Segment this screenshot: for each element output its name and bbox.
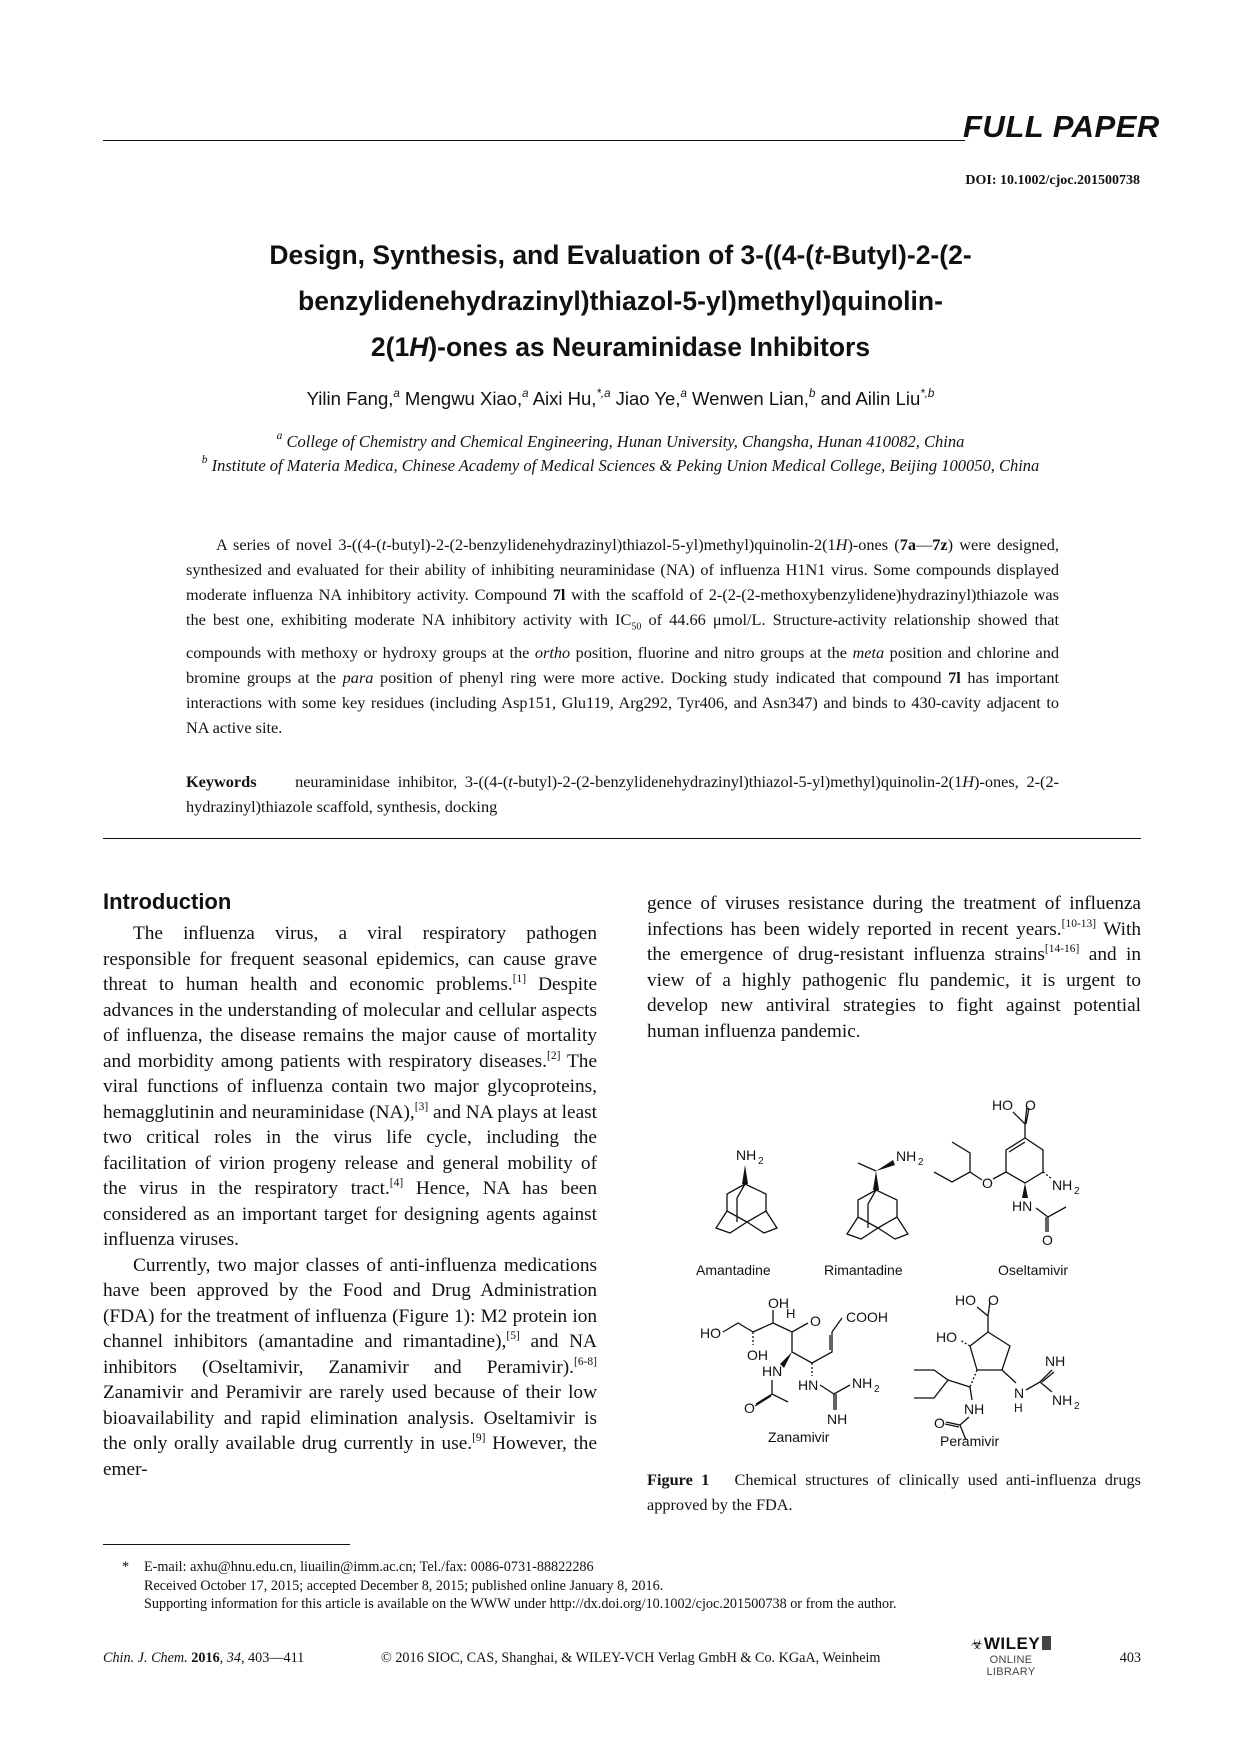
author: Yilin Fang,$^a$ bbox=[306, 387, 400, 409]
svg-text:HN: HN bbox=[1012, 1198, 1033, 1214]
abstract: A series of novel 3-((4-(t-butyl)-2-(2-benzylidenehydrazinyl)thiazol-5-yl)methyl)quinolin-2(1H)-ones (7a—7z) were designed, synthesized and evaluated for their ability of inhibiting neuraminidase (NA) of influenza H1N1 virus. Some compounds displayed moderate influenza NA inhibitory activity. Compound 7l with the scaffold of 2-(2-(2-methoxybenzylidene)hydrazinyl)thiazole was the best one, exhibiting moderate NA inhibitory activity with $IC_{50}$ of 44.66 μmol/L. Structure-activity relationship showed that compounds with methoxy or hydroxy groups at the ortho position, fluorine and nitro groups at the meta position and chlorine and bromine groups at the para position of phenyl ring were more active. Docking study indicated that compound 7l has important interactions with some key residues (including Asp151, Glu119, Arg292, Tyr406, and Asn347) and binds to 430-cavity adjacent to NA active site. bbox=[186, 535, 1060, 737]
figure-label: Figure 1 bbox=[647, 1470, 710, 1489]
label-oseltamivir: Oseltamivir bbox=[998, 1262, 1069, 1278]
svg-text:2: 2 bbox=[874, 1384, 880, 1395]
page-number: 403 bbox=[1119, 1650, 1141, 1666]
author-list bbox=[150, 388, 1091, 410]
svg-text:2: 2 bbox=[1074, 1401, 1080, 1412]
author: and Ailin Liu$^{*,b}$ bbox=[820, 387, 935, 409]
rimantadine-structure bbox=[847, 1148, 924, 1239]
copyright: © 2016 SIOC, CAS, Shanghai, & WILEY-VCH Verlag GmbH & Co. KGaA, Weinheim bbox=[381, 1650, 881, 1666]
section-heading-introduction: Introduction bbox=[103, 889, 232, 914]
svg-text:O: O bbox=[934, 1415, 945, 1431]
citation[interactable]: [10-13] bbox=[1061, 917, 1097, 930]
paragraph: The influenza virus, a viral respiratory pathogen responsible for frequent seasonal epidemics, can cause grave threat to human health and economic problems.[1] Despite advances in the understanding of molecular and cellular aspects of influenza, the disease remains the major cause of mortality and morbidity among patients with respiratory diseases.[2] The viral functions of influenza contain two major glycoproteins, hemagglutinin and neuraminidase (NA),[3] and NA plays at least two critical roles in the virus life cycle, including the facilitation of virion progeny release and general mobility of the virus in the respiratory tract.[4] Hence, NA has been considered as an important target for designing agents against influenza viruses. bbox=[103, 923, 598, 1250]
body-column-right bbox=[647, 891, 1141, 1044]
svg-text:COOH: COOH bbox=[846, 1309, 888, 1325]
paragraph: gence of viruses resistance during the treatment of influenza infections has been widely reported in recent years.[10-13] With the emergence of drug-resistant influenza strains[14-16] and in view of a highly pathogenic flu pandemic, it is urgent to develop new antiviral strategies to fight against potential human influenza pandemic. bbox=[647, 893, 1141, 1042]
citation[interactable]: [6-8] bbox=[574, 1355, 597, 1368]
keywords: Keywords neuraminidase inhibitor, 3-((4-(t-butyl)-2-(2-benzylidenehydrazinyl)thiazol-5-yl)methyl)quinolin-2(1H)-ones, 2-(2-hydrazinyl)thiazole scaffold, synthesis, docking bbox=[186, 772, 1060, 816]
paragraph: Currently, two major classes of anti-influenza medications have been approved by the Food and Drug Administration (FDA) for the treatment of influenza (Figure 1): M2 protein ion channel inhibitors (amantadine and rimantadine),[5] and NA inhibitors (Oseltamivir, Zanamivir and Peramivir).[6-8] Zanamivir and Peramivir are rarely used because of their low bioavailability and rapid elimination analysis. Oseltamivir is the only orally available drug currently in use.[9] However, the emer- bbox=[103, 1254, 597, 1480]
svg-text:OH: OH bbox=[747, 1347, 768, 1363]
svg-text:2: 2 bbox=[758, 1156, 764, 1167]
figure-1 bbox=[680, 1080, 1140, 1450]
svg-text:O: O bbox=[988, 1292, 999, 1308]
footnote-contact: E-mail: axhu@hnu.edu.cn, liuailin@imm.ac.cn; Tel./fax: 0086-0731-88822286 bbox=[144, 1559, 594, 1575]
svg-text:NH: NH bbox=[1052, 1392, 1073, 1408]
wiley-emblem-icon: ☣ bbox=[970, 1636, 984, 1652]
svg-text:HO: HO bbox=[992, 1097, 1013, 1113]
svg-text:H: H bbox=[786, 1306, 796, 1321]
svg-text:NH: NH bbox=[736, 1147, 757, 1163]
keywords-label: Keywords bbox=[186, 772, 257, 791]
body-column-left bbox=[103, 921, 597, 1482]
amantadine-structure bbox=[716, 1147, 777, 1233]
citation[interactable]: [4] bbox=[389, 1176, 404, 1189]
svg-text:HO: HO bbox=[936, 1329, 957, 1345]
citation[interactable]: [3] bbox=[414, 1100, 429, 1113]
footnote-dates: Received October 17, 2015; accepted December 8, 2015; published online January 8, 2016. bbox=[144, 1577, 664, 1594]
svg-text:NH: NH bbox=[852, 1375, 873, 1391]
svg-text:H: H bbox=[1014, 1401, 1023, 1415]
svg-text:OH: OH bbox=[768, 1295, 789, 1311]
affiliation-b: $^b$ Institute of Materia Medica, Chinese Academy of Medical Sciences & Peking Union Medical College, Beijing 100050, China bbox=[201, 453, 1040, 475]
author: Wenwen Lian,$^b$ bbox=[692, 387, 816, 409]
chemical-structures-diagram bbox=[680, 1080, 1140, 1450]
svg-text:O: O bbox=[1042, 1232, 1053, 1248]
svg-text:HN: HN bbox=[762, 1363, 783, 1379]
figure-caption: Figure 1 Chemical structures of clinically used anti-influenza drugs approved by the FDA. bbox=[647, 1470, 1141, 1514]
svg-text:2: 2 bbox=[918, 1157, 924, 1168]
author: Aixi Hu,$^{*,a}$ bbox=[532, 387, 611, 409]
svg-text:O: O bbox=[810, 1313, 821, 1329]
svg-text:HN: HN bbox=[798, 1377, 819, 1393]
svg-text:NH: NH bbox=[1045, 1353, 1066, 1369]
citation[interactable]: [5] bbox=[506, 1329, 520, 1342]
svg-text:2: 2 bbox=[1074, 1186, 1080, 1197]
svg-text:N: N bbox=[1014, 1385, 1025, 1401]
doi: DOI: 10.1002/cjoc.201500738 bbox=[965, 173, 1140, 188]
label-amantadine: Amantadine bbox=[696, 1262, 771, 1278]
citation[interactable]: [14-16] bbox=[1044, 942, 1080, 955]
page-footer bbox=[103, 1634, 1141, 1680]
svg-text:NH: NH bbox=[1052, 1177, 1073, 1193]
footnotes: * E-mail: axhu@hnu.edu.cn, liuailin@imm.ac.cn; Tel./fax: 0086-0731-88822286 Received October 17, 2015; accepted December 8, 2015; published online January 8, 2016. Supporting information for this article is available on the WWW under http://dx.doi.org/10.1002/cjoc.201500738 or from the author. bbox=[122, 1559, 897, 1612]
label-peramivir: Peramivir bbox=[940, 1433, 1000, 1449]
citation[interactable]: [2] bbox=[546, 1049, 561, 1062]
affiliation-a: $^a$ College of Chemistry and Chemical Engineering, Hunan University, Changsha, Hunan 410082, China bbox=[276, 429, 965, 451]
svg-text:NH: NH bbox=[827, 1411, 848, 1427]
label-zanamivir: Zanamivir bbox=[768, 1429, 830, 1445]
citation[interactable]: [9] bbox=[472, 1431, 486, 1444]
svg-text:O: O bbox=[744, 1400, 755, 1416]
citation[interactable]: [1] bbox=[512, 972, 527, 985]
svg-text:NH: NH bbox=[964, 1401, 985, 1417]
author: Mengwu Xiao,$^a$ bbox=[404, 387, 529, 409]
zanamivir-structure bbox=[700, 1295, 888, 1427]
svg-text:NH: NH bbox=[896, 1148, 917, 1164]
author: Jiao Ye,$^a$ bbox=[615, 387, 687, 409]
header-rule bbox=[103, 140, 965, 141]
svg-text:O: O bbox=[982, 1175, 993, 1191]
peramivir-structure bbox=[914, 1292, 1080, 1440]
footnote-rule bbox=[103, 1544, 350, 1545]
svg-text:HO: HO bbox=[700, 1325, 721, 1341]
journal-citation: Chin. J. Chem. 2016, 34, 403—411 bbox=[103, 1650, 305, 1666]
library-books-icon bbox=[1042, 1636, 1051, 1650]
paper-title: Design, Synthesis, and Evaluation of 3-((4-(t-Butyl)-2-(2- benzylidenehydrazinyl)thiazol-5-yl)methyl)quinolin- 2(1H)-ones as Neuraminidase Inhibitors bbox=[269, 240, 972, 362]
section-label: FULL PAPER bbox=[963, 109, 1160, 144]
label-rimantadine: Rimantadine bbox=[824, 1262, 903, 1278]
svg-text:HO: HO bbox=[955, 1292, 976, 1308]
oseltamivir-structure bbox=[934, 1097, 1080, 1248]
wiley-logo[interactable]: ☣WILEY ONLINE LIBRARY bbox=[965, 1634, 1057, 1678]
footnote-supporting-info: Supporting information for this article is available on the WWW under http://dx.doi.org/10.1002/cjoc.201500738 or from the author. bbox=[144, 1596, 897, 1612]
affiliations bbox=[150, 430, 1091, 478]
section-divider bbox=[103, 838, 1141, 839]
svg-text:O: O bbox=[1025, 1097, 1036, 1113]
